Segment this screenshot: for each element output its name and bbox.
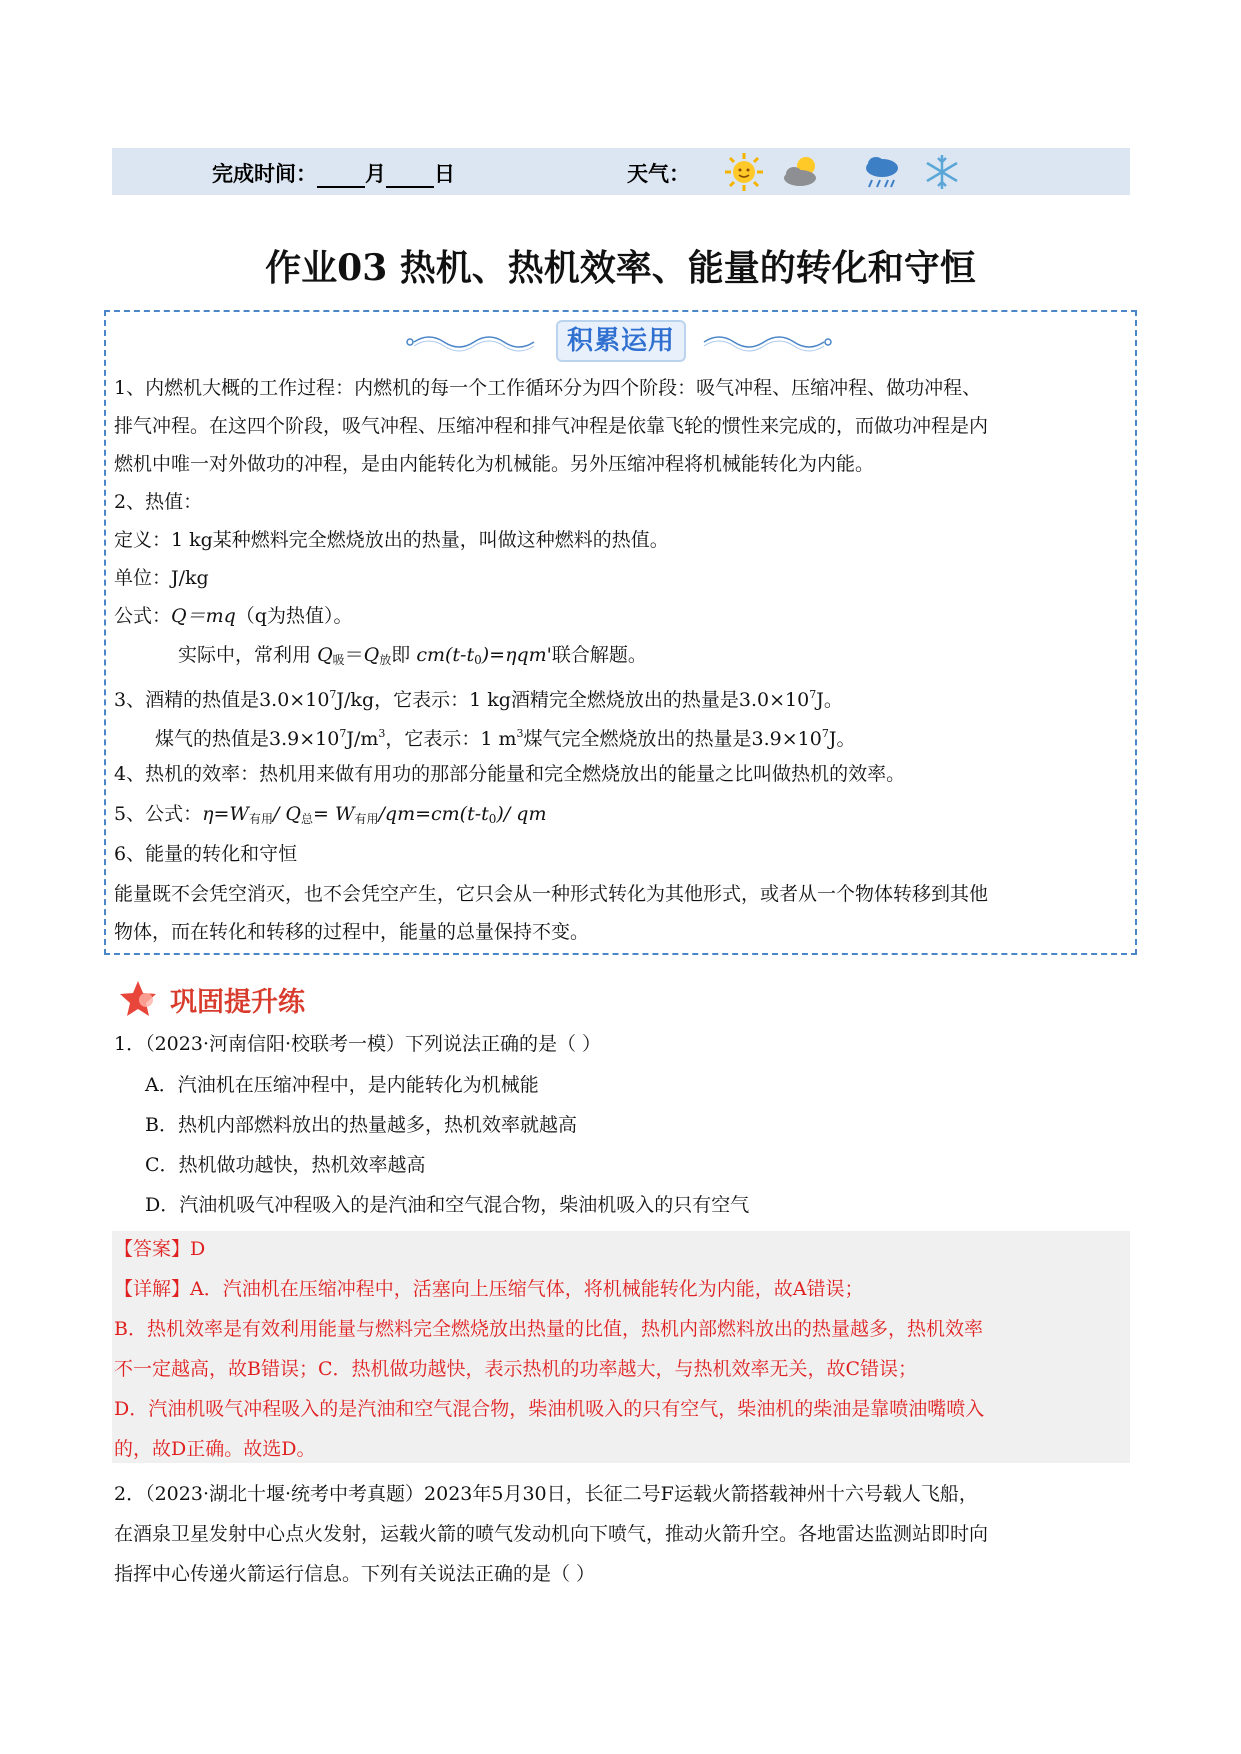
explain-line: 的，故D正确。故选D。 — [114, 1438, 316, 1460]
summary-line: 1、内燃机大概的工作过程：内燃机的每一个工作循环分为四个阶段：吸气冲程、压缩冲程、做功冲程、 — [114, 377, 982, 399]
answer-line: 【答案】D — [114, 1238, 206, 1260]
snowflake-icon — [920, 152, 964, 192]
conservation-line: 能量既不会凭空消灭，也不会凭空产生，它只会从一种形式转化为其他形式，或者从一个物体转移到其他 — [114, 883, 989, 905]
alcohol-line: 3、酒精的热值是$3.0\times 10^7J/kg$，它表示：1 kg酒精完全燃烧放出的热量是$3.0\times 10^7J$。 — [114, 688, 843, 711]
conservation-line: 物体，而在转化和转移的过程中，能量的总量保持不变。 — [114, 921, 590, 943]
formula-line: 公式：Q＝mq（q为热值）。 — [114, 605, 353, 627]
summary-line: 燃机中唯一对外做功的冲程，是由内能转化为机械能。另外压缩冲程将机械能转化为内能。 — [114, 453, 875, 475]
practice-label: 巩固提升练 — [170, 987, 305, 1018]
question-line: 2．（2023·湖北十堰·统考中考真题）2023年5月30日，长征二号F运载火箭搭载神州十六号载人飞船， — [114, 1483, 978, 1505]
option-c: C．热机做功越快，热机效率越高 — [145, 1154, 426, 1176]
page-title: 作业03 热机、热机效率、能量的转化和守恒 — [265, 247, 976, 289]
rain-cloud-icon — [860, 152, 904, 192]
gas-line: 煤气的热值是$3.9\times 10^7J/m^3$，它表示：1 $m^3$煤气完全燃烧放出的热量是$3.9\times 10^7J$。 — [155, 727, 856, 750]
time-label: 完成时间： — [212, 162, 317, 186]
explain-line: 【详解】A．汽油机在压缩冲程中，活塞向上压缩气体，将机械能转化为内能，故A错误； — [114, 1278, 864, 1300]
partly-cloudy-icon — [780, 152, 824, 192]
summary-line: 2、热值： — [114, 491, 203, 513]
option-d: D．汽油机吸气冲程吸入的是汽油和空气混合物，柴油机吸入的只有空气 — [145, 1194, 750, 1216]
star-icon — [118, 978, 158, 1018]
sun-icon — [722, 152, 766, 192]
question-line: 指挥中心传递火箭运行信息。下列有关说法正确的是（ ） — [114, 1563, 596, 1585]
question-line: 在酒泉卫星发射中心点火发射，运载火箭的喷气发动机向下喷气，推动火箭升空。各地雷达监测站即时向 — [114, 1523, 989, 1545]
summary-banner: 积累运用 — [556, 320, 686, 362]
explain-line: 不一定越高，故B错误；C．热机做功越快，表示热机的功率越大，与热机效率无关，故C错误； — [114, 1358, 918, 1380]
question-stem: 1．（2023·河南信阳·校联考一模）下列说法正确的是（ ） — [114, 1033, 602, 1055]
answer-panel — [112, 1231, 1130, 1463]
header-bar — [112, 148, 1130, 195]
option-a: A．汽油机在压缩冲程中，是内能转化为机械能 — [145, 1074, 539, 1096]
month-field: 月 日 — [317, 158, 455, 188]
option-b: B．热机内部燃料放出的热量越多，热机效率就越高 — [145, 1114, 577, 1136]
explain-line: D．汽油机吸气冲程吸入的是汽油和空气混合物，柴油机吸入的只有空气，柴油机的柴油是靠喷油嘴喷入 — [114, 1398, 985, 1420]
efficiency-line: 4、热机的效率：热机用来做有用功的那部分能量和完全燃烧放出的能量之比叫做热机的效率。 — [114, 763, 906, 785]
practical-formula-line: 实际中，常利用 $Q_吸=Q_放$即 $cm(t-t_0)=\eta qm'$联合解题。 — [178, 644, 647, 667]
efficiency-formula-line: 5、公式：$\eta=W_{有用}/$ $Q_总= W_{有用}/qm=cm(t-t_0)/$ qm — [114, 803, 547, 826]
summary-line: 排气冲程。在这四个阶段，吸气冲程、压缩冲程和排气冲程是依靠飞轮的惯性来完成的，而做功冲程是内 — [114, 415, 989, 437]
conservation-title: 6、能量的转化和守恒 — [114, 843, 298, 865]
summary-line: 单位：J/kg — [114, 567, 209, 589]
explain-line: B．热机效率是有效利用能量与燃料完全燃烧放出热量的比值，热机内部燃料放出的热量越多，热机效率 — [114, 1318, 983, 1340]
summary-line: 定义：1 kg某种燃料完全燃烧放出的热量，叫做这种燃料的热值。 — [114, 529, 669, 551]
weather-label: 天气： — [627, 162, 690, 186]
